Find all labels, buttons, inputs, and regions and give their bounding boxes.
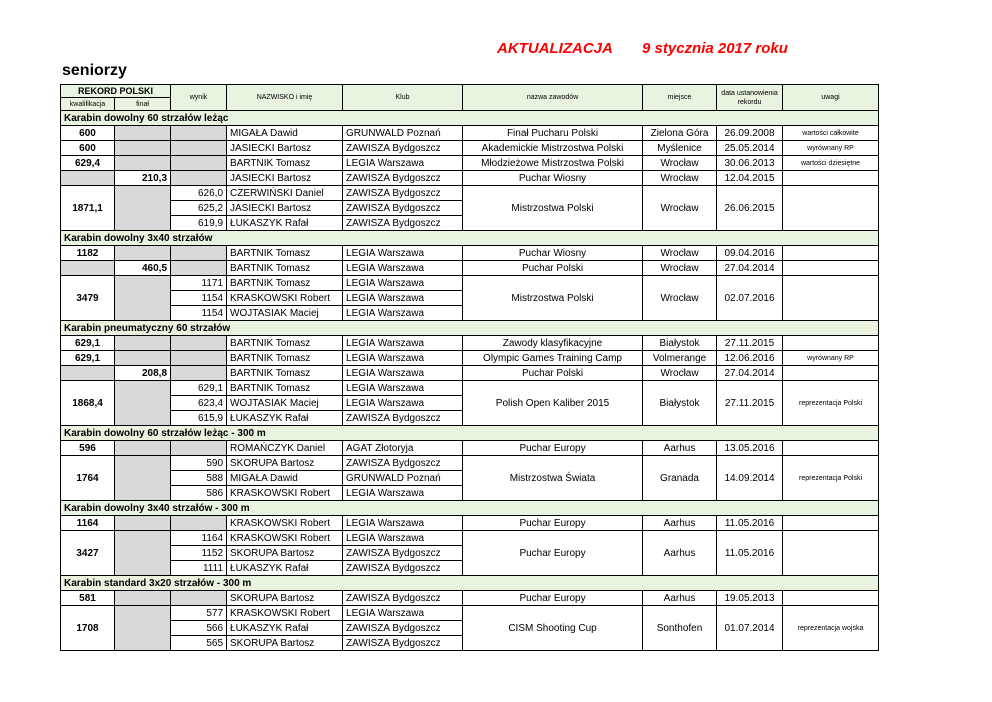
data-cell: 01.07.2014	[717, 606, 783, 651]
wynik-cell: 588	[171, 471, 227, 486]
final-cell	[115, 606, 171, 651]
kwalifikacja-cell: 1871,1	[61, 186, 115, 231]
miejsce-cell: Wrocław	[643, 186, 717, 231]
wynik-cell: 629,1	[171, 381, 227, 396]
club-cell: LEGIA Warszawa	[343, 291, 463, 306]
name-cell: SKORUPA Bartosz	[227, 591, 343, 606]
wynik-cell: 1152	[171, 546, 227, 561]
data-cell: 19.05.2013	[717, 591, 783, 606]
wynik-cell: 1171	[171, 276, 227, 291]
header-kwalifikacja: kwalifikacja	[61, 98, 115, 111]
uwagi-cell: reprezentacja Polski	[783, 456, 879, 501]
data-cell: 12.06.2016	[717, 351, 783, 366]
name-cell: BARTNIK Tomasz	[227, 336, 343, 351]
zawody-cell: Mistrzostwa Świata	[463, 456, 643, 501]
data-cell: 25.05.2014	[717, 141, 783, 156]
header-wynik: wynik	[171, 85, 227, 111]
record-row	[61, 156, 879, 171]
uwagi-cell: reprezentacja Polski	[783, 381, 879, 426]
wynik-cell	[171, 336, 227, 351]
final-cell	[115, 441, 171, 456]
miejsce-cell: Wrocław	[643, 156, 717, 171]
data-cell: 27.11.2015	[717, 381, 783, 426]
name-cell: BARTNIK Tomasz	[227, 351, 343, 366]
name-cell: ŁUKASZYK Rafał	[227, 561, 343, 576]
header-nazwisko: NAZWISKO i imię	[227, 85, 343, 111]
record-row	[61, 246, 879, 261]
final-cell	[115, 381, 171, 426]
wynik-cell: 577	[171, 606, 227, 621]
wynik-cell	[171, 141, 227, 156]
record-row	[61, 381, 879, 396]
miejsce-cell: Białystok	[643, 336, 717, 351]
wynik-cell: 590	[171, 456, 227, 471]
final-cell	[115, 186, 171, 231]
wynik-cell	[171, 441, 227, 456]
category-row	[61, 231, 879, 246]
club-cell: ZAWISZA Bydgoszcz	[343, 141, 463, 156]
category-title: Karabin dowolny 60 strzałów leżąc	[61, 111, 879, 126]
miejsce-cell: Wrocław	[643, 366, 717, 381]
uwagi-cell: wyrównany RP	[783, 141, 879, 156]
page-header	[0, 40, 992, 60]
club-cell: LEGIA Warszawa	[343, 336, 463, 351]
zawody-cell: CISM Shooting Cup	[463, 606, 643, 651]
club-cell: ZAWISZA Bydgoszcz	[343, 171, 463, 186]
kwalifikacja-cell: 600	[61, 141, 115, 156]
name-cell: KRASKOWSKI Robert	[227, 486, 343, 501]
record-row	[61, 516, 879, 531]
kwalifikacja-cell: 596	[61, 441, 115, 456]
wynik-cell	[171, 261, 227, 276]
uwagi-cell	[783, 276, 879, 321]
miejsce-cell: Wrocław	[643, 246, 717, 261]
miejsce-cell: Aarhus	[643, 441, 717, 456]
final-cell	[115, 126, 171, 141]
name-cell: KRASKOWSKI Robert	[227, 531, 343, 546]
wynik-cell	[171, 366, 227, 381]
uwagi-cell	[783, 186, 879, 231]
miejsce-cell: Zielona Góra	[643, 126, 717, 141]
zawody-cell: Puchar Europy	[463, 531, 643, 576]
club-cell: LEGIA Warszawa	[343, 516, 463, 531]
wynik-cell: 1111	[171, 561, 227, 576]
club-cell: LEGIA Warszawa	[343, 366, 463, 381]
data-cell: 27.11.2015	[717, 336, 783, 351]
record-row	[61, 186, 879, 201]
name-cell: MIGAŁA Dawid	[227, 126, 343, 141]
data-cell: 12.04.2015	[717, 171, 783, 186]
club-cell: GRUNWALD Poznań	[343, 126, 463, 141]
kwalifikacja-cell	[61, 366, 115, 381]
wynik-cell: 623,4	[171, 396, 227, 411]
name-cell: JASIECKI Bartosz	[227, 201, 343, 216]
kwalifikacja-cell: 1764	[61, 456, 115, 501]
category-title: Karabin dowolny 3x40 strzałów	[61, 231, 879, 246]
name-cell: ŁUKASZYK Rafał	[227, 411, 343, 426]
club-cell: GRUNWALD Poznań	[343, 471, 463, 486]
zawody-cell: Puchar Polski	[463, 261, 643, 276]
club-cell: LEGIA Warszawa	[343, 351, 463, 366]
record-row	[61, 441, 879, 456]
club-cell: ZAWISZA Bydgoszcz	[343, 561, 463, 576]
data-cell: 26.09.2008	[717, 126, 783, 141]
wynik-cell: 619,9	[171, 216, 227, 231]
record-row	[61, 171, 879, 186]
data-cell: 26.06.2015	[717, 186, 783, 231]
name-cell: ROMAŃCZYK Daniel	[227, 441, 343, 456]
data-cell: 14.09.2014	[717, 456, 783, 501]
uwagi-cell: wartości całkowite	[783, 126, 879, 141]
data-cell: 11.05.2016	[717, 516, 783, 531]
uwagi-cell	[783, 441, 879, 456]
wynik-cell: 1154	[171, 306, 227, 321]
zawody-cell: Puchar Polski	[463, 366, 643, 381]
uwagi-cell: reprezentacja wojska	[783, 606, 879, 651]
records-table	[60, 84, 879, 651]
final-cell	[115, 591, 171, 606]
club-cell: LEGIA Warszawa	[343, 396, 463, 411]
name-cell: ŁUKASZYK Rafał	[227, 621, 343, 636]
name-cell: BARTNIK Tomasz	[227, 276, 343, 291]
club-cell: LEGIA Warszawa	[343, 156, 463, 171]
club-cell: AGAT Złotoryja	[343, 441, 463, 456]
club-cell: LEGIA Warszawa	[343, 531, 463, 546]
data-cell: 30.06.2013	[717, 156, 783, 171]
update-label: AKTUALIZACJA	[497, 40, 613, 57]
record-row	[61, 531, 879, 546]
miejsce-cell: Aarhus	[643, 531, 717, 576]
uwagi-cell	[783, 171, 879, 186]
club-cell: ZAWISZA Bydgoszcz	[343, 456, 463, 471]
record-row	[61, 456, 879, 471]
header-miejsce: miejsce	[643, 85, 717, 111]
club-cell: ZAWISZA Bydgoszcz	[343, 591, 463, 606]
header-row	[61, 85, 879, 98]
final-cell	[115, 276, 171, 321]
uwagi-cell	[783, 261, 879, 276]
miejsce-cell: Białystok	[643, 381, 717, 426]
final-cell	[115, 336, 171, 351]
data-cell: 02.07.2016	[717, 276, 783, 321]
name-cell: SKORUPA Bartosz	[227, 636, 343, 651]
miejsce-cell: Sonthofen	[643, 606, 717, 651]
final-cell: 208,8	[115, 366, 171, 381]
kwalifikacja-cell: 629,1	[61, 336, 115, 351]
name-cell: BARTNIK Tomasz	[227, 366, 343, 381]
club-cell: LEGIA Warszawa	[343, 276, 463, 291]
name-cell: KRASKOWSKI Robert	[227, 606, 343, 621]
zawody-cell: Mistrzostwa Polski	[463, 276, 643, 321]
zawody-cell: Akademickie Mistrzostwa Polski	[463, 141, 643, 156]
data-cell: 27.04.2014	[717, 261, 783, 276]
kwalifikacja-cell: 3427	[61, 531, 115, 576]
category-title: Karabin dowolny 3x40 strzałów - 300 m	[61, 501, 879, 516]
record-row	[61, 126, 879, 141]
wynik-cell	[171, 246, 227, 261]
wynik-cell	[171, 351, 227, 366]
name-cell: CZERWIŃSKI Daniel	[227, 186, 343, 201]
wynik-cell: 565	[171, 636, 227, 651]
club-cell: ZAWISZA Bydgoszcz	[343, 546, 463, 561]
kwalifikacja-cell: 600	[61, 126, 115, 141]
wynik-cell: 586	[171, 486, 227, 501]
final-cell	[115, 456, 171, 501]
name-cell: WOJTASIAK Maciej	[227, 396, 343, 411]
club-cell: ZAWISZA Bydgoszcz	[343, 216, 463, 231]
miejsce-cell: Myślenice	[643, 141, 717, 156]
club-cell: ZAWISZA Bydgoszcz	[343, 186, 463, 201]
zawody-cell: Finał Pucharu Polski	[463, 126, 643, 141]
data-cell: 09.04.2016	[717, 246, 783, 261]
miejsce-cell: Wrocław	[643, 171, 717, 186]
club-cell: LEGIA Warszawa	[343, 306, 463, 321]
section-title: seniorzy	[62, 62, 127, 79]
data-cell: 11.05.2016	[717, 531, 783, 576]
data-cell: 13.05.2016	[717, 441, 783, 456]
wynik-cell	[171, 156, 227, 171]
uwagi-cell	[783, 531, 879, 576]
record-row	[61, 141, 879, 156]
final-cell: 210,3	[115, 171, 171, 186]
record-row	[61, 606, 879, 621]
name-cell: KRASKOWSKI Robert	[227, 291, 343, 306]
wynik-cell	[171, 126, 227, 141]
wynik-cell: 1154	[171, 291, 227, 306]
uwagi-cell	[783, 336, 879, 351]
name-cell: BARTNIK Tomasz	[227, 381, 343, 396]
header-uwagi: uwagi	[783, 85, 879, 111]
header-rekord-polski: REKORD POLSKI	[61, 85, 171, 98]
kwalifikacja-cell: 1164	[61, 516, 115, 531]
zawody-cell: Mistrzostwa Polski	[463, 186, 643, 231]
data-cell: 27.04.2014	[717, 366, 783, 381]
wynik-cell: 625,2	[171, 201, 227, 216]
club-cell: LEGIA Warszawa	[343, 606, 463, 621]
zawody-cell: Zawody klasyfikacyjne	[463, 336, 643, 351]
record-row	[61, 261, 879, 276]
zawody-cell: Puchar Wiosny	[463, 246, 643, 261]
uwagi-cell	[783, 366, 879, 381]
category-row	[61, 576, 879, 591]
kwalifikacja-cell: 629,4	[61, 156, 115, 171]
name-cell: JASIECKI Bartosz	[227, 141, 343, 156]
uwagi-cell: wartości dziesiętne	[783, 156, 879, 171]
name-cell: KRASKOWSKI Robert	[227, 516, 343, 531]
category-title: Karabin dowolny 60 strzałów leżąc - 300 m	[61, 426, 879, 441]
header-data: data ustanowienia rekordu	[717, 85, 783, 111]
record-row	[61, 336, 879, 351]
category-title: Karabin pneumatyczny 60 strzałów	[61, 321, 879, 336]
name-cell: WOJTASIAK Maciej	[227, 306, 343, 321]
category-row	[61, 501, 879, 516]
miejsce-cell: Aarhus	[643, 516, 717, 531]
wynik-cell: 626,0	[171, 186, 227, 201]
club-cell: LEGIA Warszawa	[343, 486, 463, 501]
club-cell: ZAWISZA Bydgoszcz	[343, 201, 463, 216]
name-cell: SKORUPA Bartosz	[227, 456, 343, 471]
final-cell	[115, 531, 171, 576]
club-cell: LEGIA Warszawa	[343, 261, 463, 276]
final-cell: 460,5	[115, 261, 171, 276]
wynik-cell	[171, 516, 227, 531]
category-row	[61, 426, 879, 441]
wynik-cell	[171, 171, 227, 186]
miejsce-cell: Aarhus	[643, 591, 717, 606]
zawody-cell: Puchar Wiosny	[463, 171, 643, 186]
zawody-cell: Polish Open Kaliber 2015	[463, 381, 643, 426]
category-row	[61, 321, 879, 336]
final-cell	[115, 516, 171, 531]
zawody-cell: Puchar Europy	[463, 441, 643, 456]
uwagi-cell	[783, 516, 879, 531]
uwagi-cell	[783, 246, 879, 261]
kwalifikacja-cell	[61, 171, 115, 186]
kwalifikacja-cell	[61, 261, 115, 276]
update-date: 9 stycznia 2017 roku	[642, 40, 788, 57]
wynik-cell: 1164	[171, 531, 227, 546]
miejsce-cell: Volmerange	[643, 351, 717, 366]
zawody-cell: Młodzieżowe Mistrzostwa Polski	[463, 156, 643, 171]
final-cell	[115, 156, 171, 171]
club-cell: LEGIA Warszawa	[343, 381, 463, 396]
name-cell: BARTNIK Tomasz	[227, 156, 343, 171]
club-cell: LEGIA Warszawa	[343, 246, 463, 261]
header-zawody: nazwa zawodów	[463, 85, 643, 111]
category-title: Karabin standard 3x20 strzałów - 300 m	[61, 576, 879, 591]
record-row	[61, 366, 879, 381]
final-cell	[115, 246, 171, 261]
name-cell: SKORUPA Bartosz	[227, 546, 343, 561]
zawody-cell: Puchar Europy	[463, 516, 643, 531]
zawody-cell: Puchar Europy	[463, 591, 643, 606]
record-row	[61, 351, 879, 366]
kwalifikacja-cell: 581	[61, 591, 115, 606]
header-klub: Klub	[343, 85, 463, 111]
club-cell: ZAWISZA Bydgoszcz	[343, 621, 463, 636]
name-cell: BARTNIK Tomasz	[227, 246, 343, 261]
miejsce-cell: Granada	[643, 456, 717, 501]
record-row	[61, 591, 879, 606]
name-cell: BARTNIK Tomasz	[227, 261, 343, 276]
name-cell: ŁUKASZYK Rafał	[227, 216, 343, 231]
category-row	[61, 111, 879, 126]
wynik-cell	[171, 591, 227, 606]
club-cell: ZAWISZA Bydgoszcz	[343, 636, 463, 651]
final-cell	[115, 351, 171, 366]
name-cell: JASIECKI Bartosz	[227, 171, 343, 186]
kwalifikacja-cell: 3479	[61, 276, 115, 321]
kwalifikacja-cell: 629,1	[61, 351, 115, 366]
miejsce-cell: Wrocław	[643, 261, 717, 276]
zawody-cell: Olympic Games Training Camp	[463, 351, 643, 366]
name-cell: MIGAŁA Dawid	[227, 471, 343, 486]
club-cell: ZAWISZA Bydgoszcz	[343, 411, 463, 426]
uwagi-cell: wyrównany RP	[783, 351, 879, 366]
record-row	[61, 276, 879, 291]
uwagi-cell	[783, 591, 879, 606]
wynik-cell: 615,9	[171, 411, 227, 426]
wynik-cell: 566	[171, 621, 227, 636]
kwalifikacja-cell: 1708	[61, 606, 115, 651]
miejsce-cell: Wrocław	[643, 276, 717, 321]
final-cell	[115, 141, 171, 156]
header-final: finał	[115, 98, 171, 111]
kwalifikacja-cell: 1182	[61, 246, 115, 261]
kwalifikacja-cell: 1868,4	[61, 381, 115, 426]
